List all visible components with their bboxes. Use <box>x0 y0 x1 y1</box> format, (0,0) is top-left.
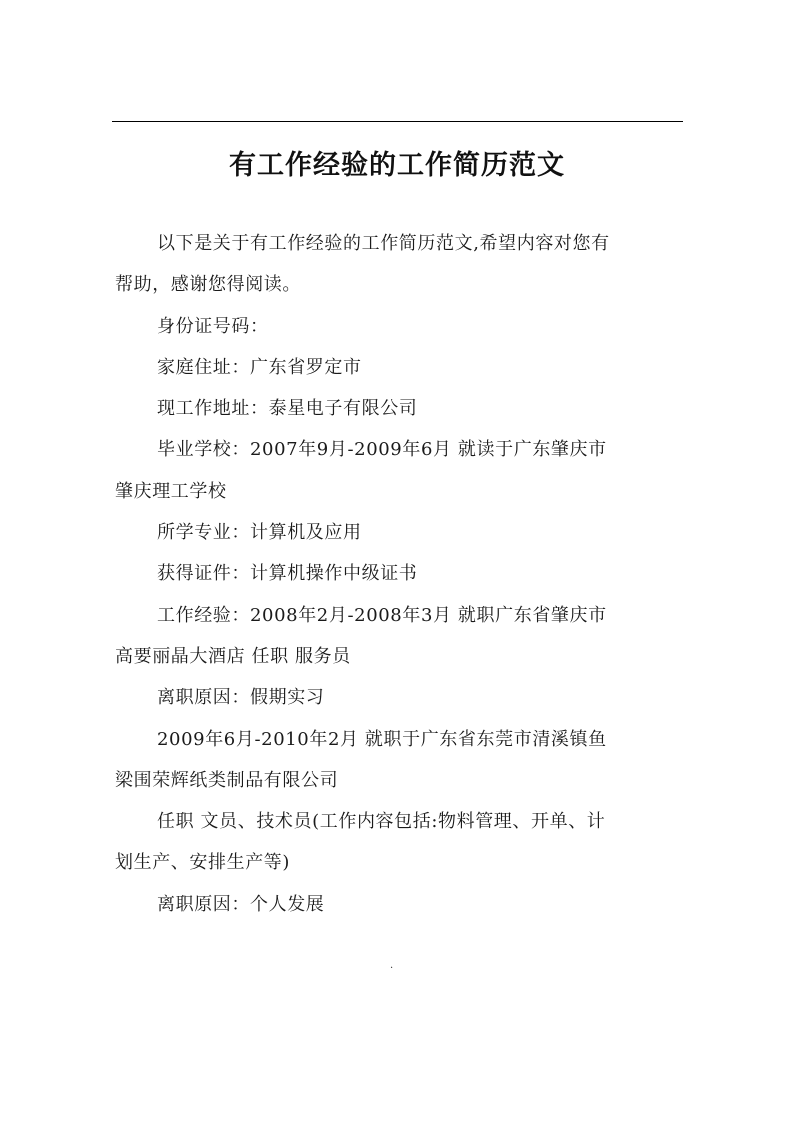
document-body <box>115 223 681 925</box>
experience-line-1: 工作经验：2008年2月-2008年3月 就职广东省肇庆市 <box>157 604 607 626</box>
intro-line-1: 以下是关于有工作经验的工作简历范文,希望内容对您有 <box>157 233 610 254</box>
page-marker: . <box>390 960 394 971</box>
school-line-2: 肇庆理工学校 <box>115 480 227 502</box>
position-line-2: 划生产、安排生产等) <box>115 852 291 874</box>
experience-line-2: 高要丽晶大酒店 任职 服务员 <box>115 645 351 667</box>
experience-line-3: 2009年6月-2010年2月 就职于广东省东莞市清溪镇鱼 <box>157 728 607 750</box>
leave-reason-line-1: 离职原因：假期实习 <box>157 687 325 709</box>
leave-reason-line-2: 离职原因：个人发展 <box>157 893 325 915</box>
work-address-line: 现工作地址：泰星电子有限公司 <box>157 398 418 420</box>
position-line-1: 任职 文员、技术员(工作内容包括:物料管理、开单、计 <box>157 811 606 833</box>
intro-line-2: 帮助，感谢您得阅读。 <box>115 274 301 296</box>
home-address-line: 家庭住址：广东省罗定市 <box>157 356 362 378</box>
id-number-line: 身份证号码： <box>157 315 269 337</box>
document-title: 有工作经验的工作简历范文 <box>229 150 565 181</box>
experience-line-4: 梁围荣辉纸类制品有限公司 <box>115 769 339 791</box>
certificate-line: 获得证件：计算机操作中级证书 <box>157 563 418 585</box>
header-rule <box>112 121 683 122</box>
school-line-1: 毕业学校：2007年9月-2009年6月 就读于广东肇庆市 <box>157 439 607 461</box>
major-line: 所学专业：计算机及应用 <box>157 522 362 544</box>
